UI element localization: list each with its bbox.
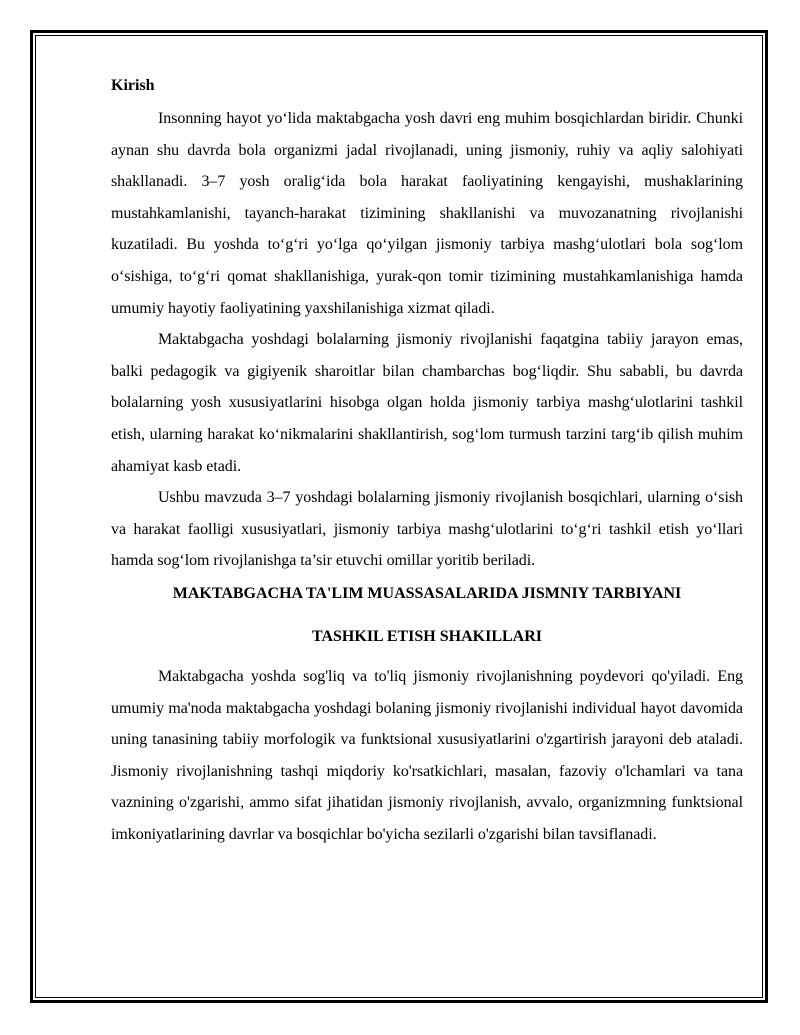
section-title-continued: TASHKIL ETISH SHAKILLARI <box>311 627 542 645</box>
document-body <box>111 70 743 850</box>
intro-paragraph: Insonning hayot yo‘lida maktabgacha yosh davri eng muhim bosqichlardan biridir. Chunki aynan shu davrda bola organizmi jadal rivojlanadi, uning jismoniy, ruhiy va aqliy salohiyati shakllanadi. 3–7 yosh oralig‘ida bola harakat faoliyatining kengayishi, mushaklarining mustahkamlanishi, tayanch-harakat tizimining shakllanishi va muvozanatning rivojlanishi kuzatiladi. Bu yoshda to‘g‘ri yo‘lga qo‘yilgan jismoniy tarbiya mashg‘ulotlari bola sog‘lom o‘sishiga, to‘g‘ri qomat shakllanishiga, yurak-qon tomir tizimining mustahkamlanishiga hamda umumiy hayotiy faoliyatining yaxshilanishiga xizmat qiladi. <box>111 110 743 317</box>
intro-paragraph: Maktabgacha yoshdagi bolalarning jismoniy rivojlanishi faqatgina tabiiy jarayon emas, balki pedagogik va gigiyenik sharoitlar bilan chambarchas bog‘liqdir. Shu sababli, bu davrda bolalarning yosh xususiyatlarini hisobga olgan holda jismoniy tarbiya mashg‘ulotlarini tashkil etish, ularning harakat ko‘nikmalarini shakllantirish, sog‘lom turmush tarzini targ‘ib qilish muhim ahamiyat kasb etadi. <box>111 331 743 475</box>
intro-heading: Kirish <box>111 77 155 94</box>
section-paragraph: Maktabgacha yoshda sog'liq va to'liq jismoniy rivojlanishning poydevori qo'yiladi. Eng umumiy ma'noda maktabgacha yoshdagi bolaning jismoniy rivojlanishi individual hayot davomida uning tanasining tabiiy morfologik va funktsional xususiyatlarini o'zgartirish jarayoni deb ataladi. Jismoniy rivojlanishning tashqi miqdoriy ko'rsatkichlari, masalan, fazoviy o'lchamlari va tana vaznining o'zgarishi, ammo sifat jihatidan jismoniy rivojlanish, avvalo, organizmning funktsional imkoniyatlarining davrlar va bosqichlar bo'yicha sezilarli o'zgarishi bilan tavsiflanadi. <box>111 667 743 843</box>
intro-paragraph: Ushbu mavzuda 3–7 yoshdagi bolalarning jismoniy rivojlanish bosqichlari, ularning o‘sish va harakat faolligi xususiyatlari, jismoniy tarbiya mashg‘ulotlarini to‘g‘ri tashkil etish yo‘llari hamda sog‘lom rivojlanishga ta’sir etuvchi omillar yoritib beriladi. <box>111 489 743 570</box>
section-title: MAKTABGACHA TA'LIM MUASSASALARIDA JISMNIY TARBIYANI <box>172 584 682 602</box>
